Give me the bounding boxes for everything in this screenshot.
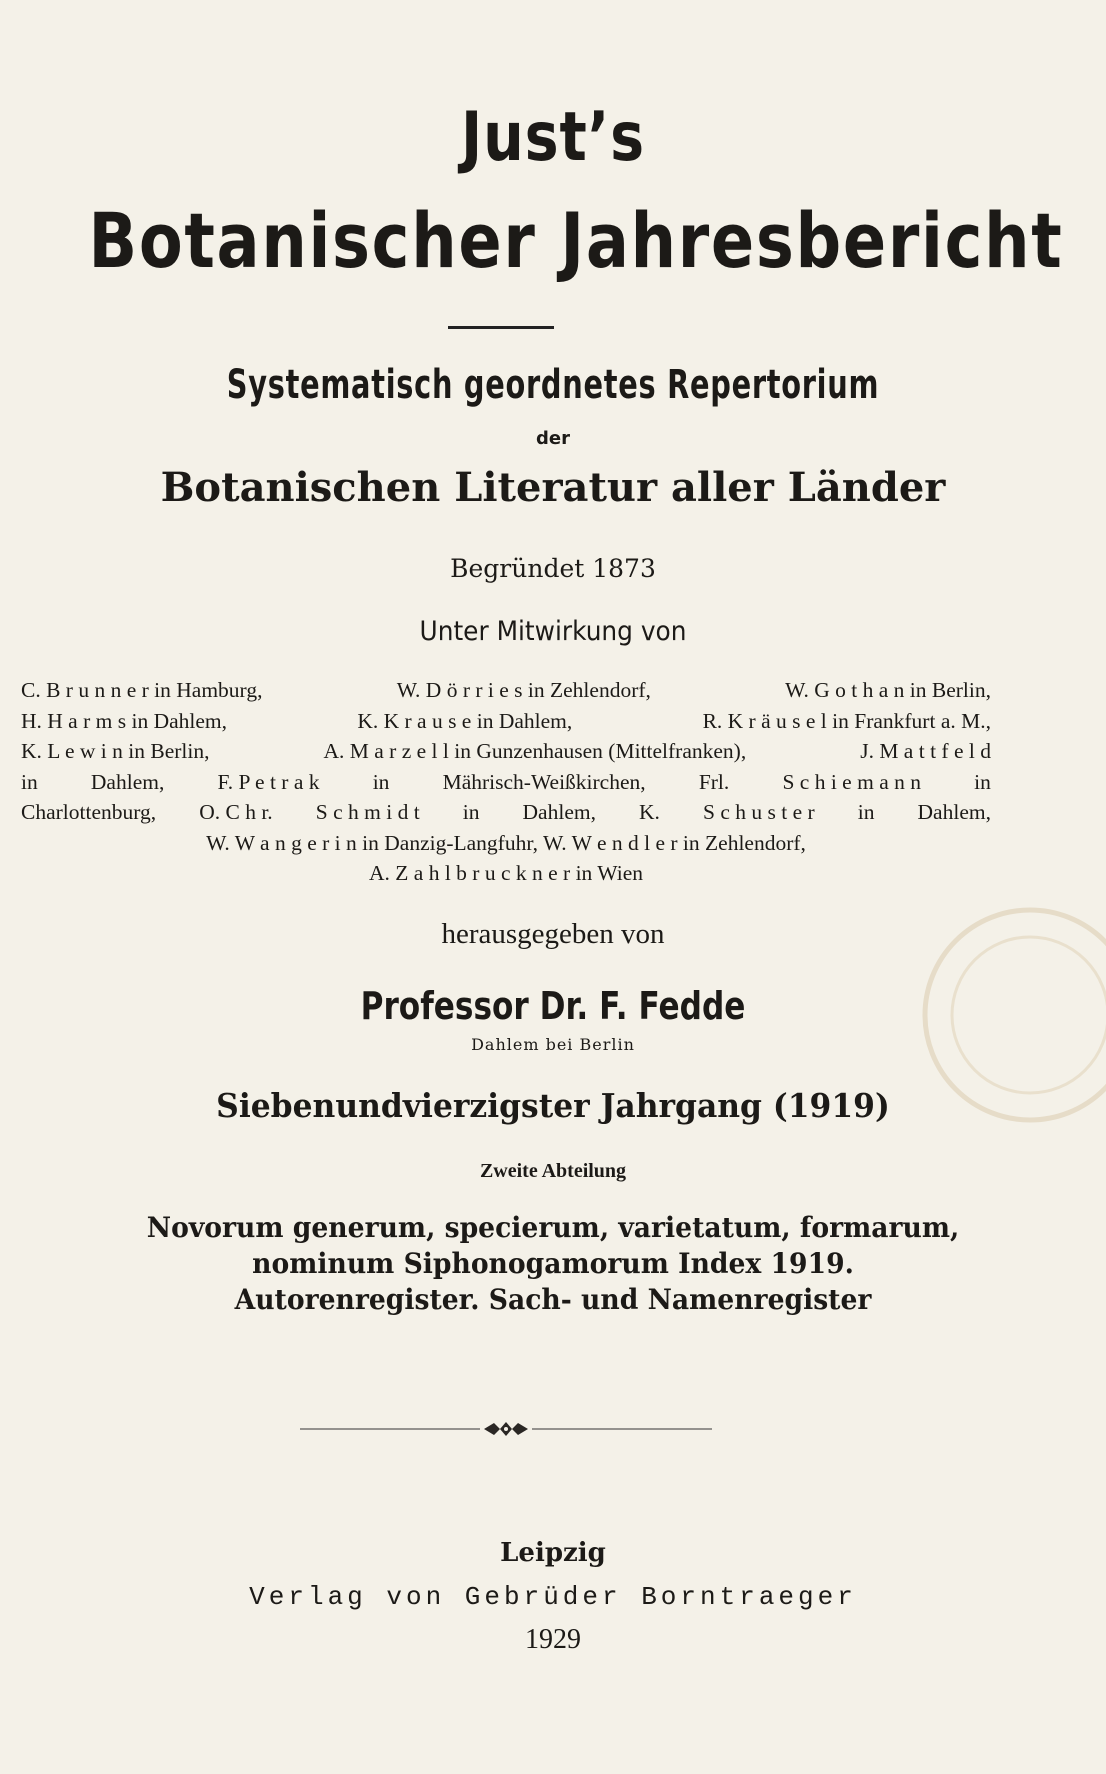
contents-block [28,1210,1079,1318]
contributors-line-2 [21,706,991,737]
contributor-word: O. C h r. [199,800,273,824]
contributor-line: A. Z a h l b r u c k n e r in Wien [369,861,643,885]
contributors-line-6 [21,828,991,859]
title-line-1: Just’s [461,98,645,177]
imprint-city: Leipzig [500,1538,606,1568]
contributor-word: S c h i e m a n n [782,769,921,794]
contributor-word: F. P e t r a k [217,769,320,794]
contributor-word: in [974,769,991,794]
editor-name: Professor Dr. F. Fedde [360,984,746,1028]
contributor-word: in [462,800,480,824]
contributor-word: Frl. [698,769,730,794]
contributor: C. B r u n n e r in Hamburg, [21,678,263,702]
founded-line: Begründet 1873 [450,554,656,583]
subtitle: Systematisch geordnetes Repertorium [226,362,880,408]
part-label: Zweite Abteilung [479,1160,627,1182]
contributor: H. H a r m s in Dahlem, [21,708,228,733]
cooperation-label: Unter Mitwirkung von [419,616,687,647]
contributor-word: in [857,800,875,824]
contributor: W. G o t h a n in Berlin, [785,678,991,702]
contributor-word: in [372,769,390,794]
imprint-publisher: Verlag von Gebrüder Borntraeger [249,1582,857,1612]
ornament-divider-icon [300,1414,712,1444]
contributors-list [21,675,991,889]
contributors-line-1 [21,675,991,706]
contributor-word: Mährisch-Weißkirchen, [442,769,646,794]
contributor-line: W. W a n g e r i n in Danzig-Langfuhr, W. W e n d l e r in Zehlendorf, [206,830,806,855]
contributor-word: in [21,769,38,794]
contributor-word: Dahlem, [90,769,165,794]
published-by-label: herausgegeben von [441,918,665,950]
main-title: Botanischer Jahresbericht [88,196,1064,285]
contributors-line-4 [21,767,991,798]
subtitle-der: der [536,428,570,449]
contributor: W. D ö r r i e s in Zehlendorf, [396,678,651,702]
contents-line: Autorenregister. Sach- und Namenregister [234,1283,872,1316]
contributor: J. M a t t f e l d [860,739,991,763]
contributor-word: Dahlem, [522,800,596,824]
title-divider [448,326,554,329]
contents-line: Novorum generum, specierum, varietatum, formarum, [146,1211,960,1244]
volume-title: Siebenundvierzigster Jahrgang (1919) [216,1086,890,1125]
contributor: A. M a r z e l l in Gunzenhausen (Mittelfranken), [323,739,747,763]
literature-line: Botanischen Literatur aller Länder [160,464,946,511]
contributor-word: K. [639,800,660,824]
contributor-word: S c h u s t e r [703,800,815,824]
contributor-word: S c h m i d t [315,800,420,824]
contributors-line-5 [21,797,991,828]
contributor: K. L e w i n in Berlin, [21,739,210,763]
contents-line: nominum Siphonogamorum Index 1919. [252,1247,854,1280]
contributor-word: Charlottenburg, [21,800,157,824]
contributor-word: Dahlem, [917,800,991,824]
imprint-year: 1929 [525,1624,581,1655]
contributor: R. K r ä u s e l in Frankfurt a. M., [702,708,991,733]
contributors-line-3 [21,736,991,767]
editor-location: Dahlem bei Berlin [471,1035,635,1054]
contributors-line-7 [21,858,991,889]
contributor: K. K r a u s e in Dahlem, [357,708,573,733]
